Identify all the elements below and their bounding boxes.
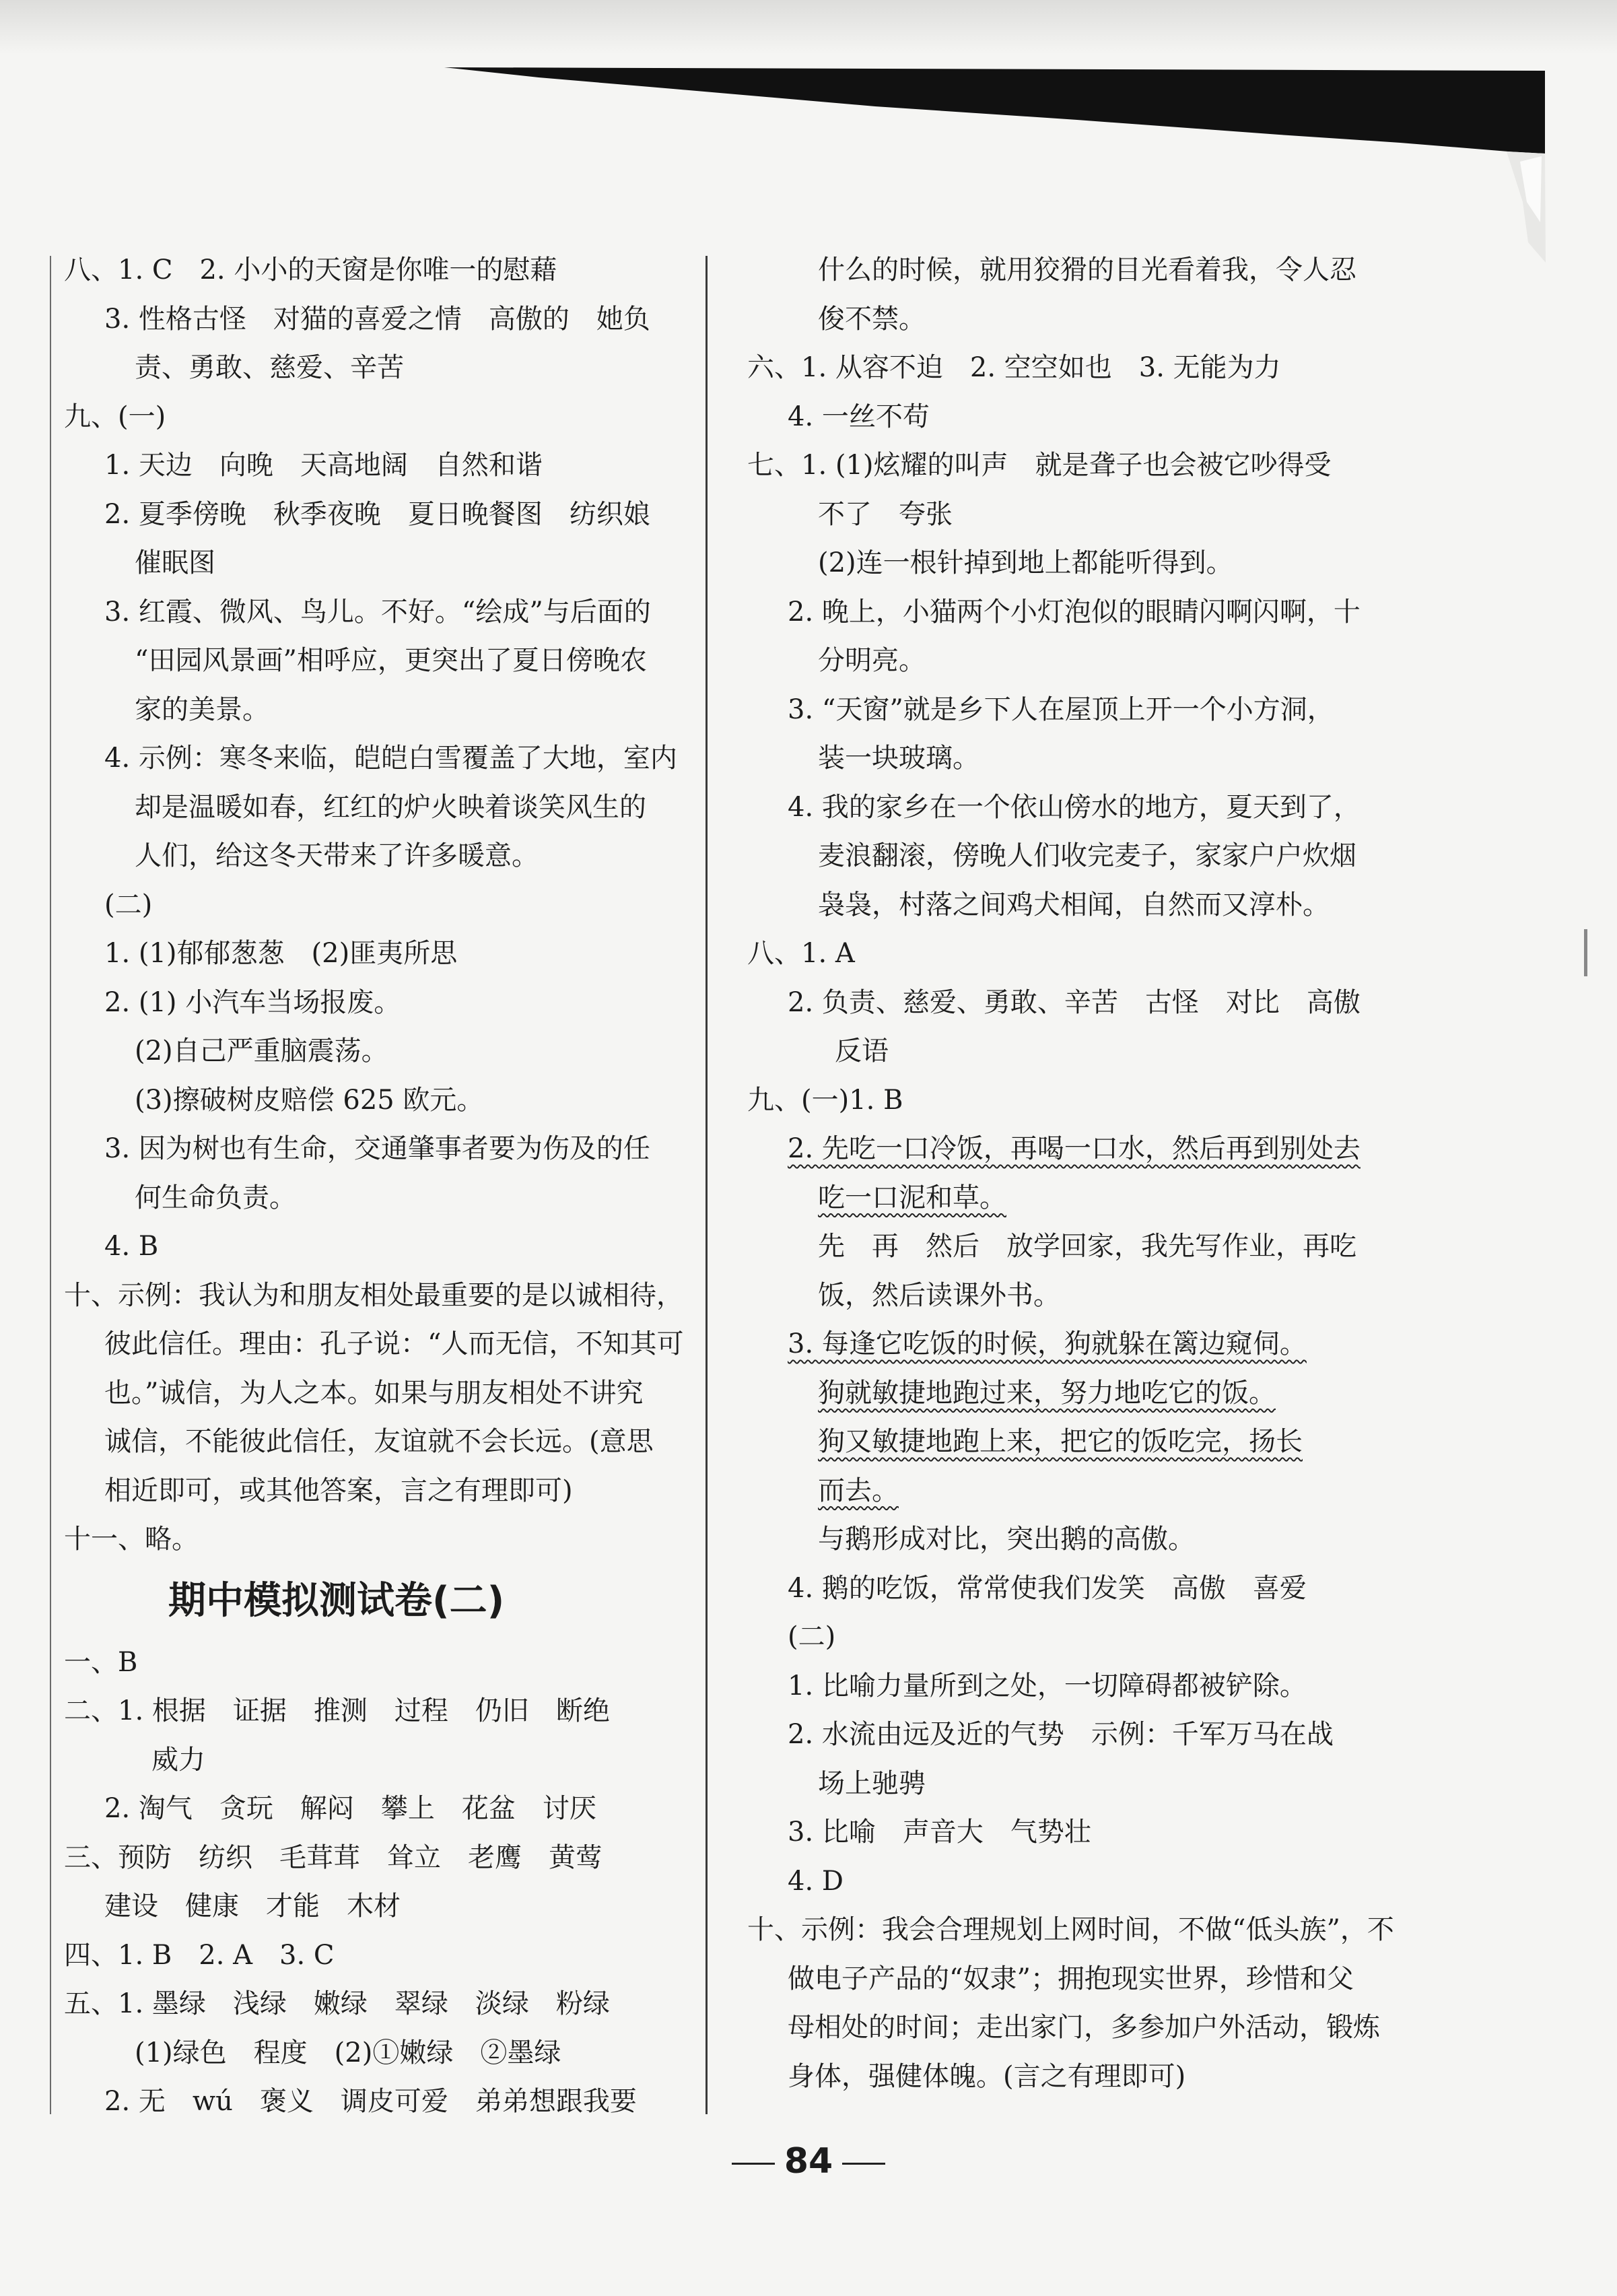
answer-line: 也。”诚信，为人之本。如果与朋友相处不讲究 bbox=[104, 1377, 644, 1409]
answer-line: 十、示例：我会合理规划上网时间，不做“低头族”，不 bbox=[747, 1914, 1394, 1945]
answer-line: 不了 夸张 bbox=[818, 498, 953, 530]
answer-line: 身体，强健体魄。(言之有理即可) bbox=[788, 2060, 1186, 2092]
answer-line: 诚信，不能彼此信任，友谊就不会长远。(意思 bbox=[104, 1426, 654, 1457]
answer-line: 一、B bbox=[64, 1646, 138, 1678]
answer-line: 九、(一) bbox=[64, 401, 166, 432]
answer-line: 什么的时候，就用狡猾的目光看着我，令人忍 bbox=[818, 255, 1356, 285]
answer-line: 九、(一)1. B bbox=[747, 1084, 903, 1116]
answer-line: 何生命负责。 bbox=[135, 1182, 296, 1213]
answer-line: 饭，然后读课外书。 bbox=[818, 1279, 1060, 1311]
answer-line: (二) bbox=[104, 889, 153, 920]
answer-line: 袅袅，村落之间鸡犬相闻，自然而又淳朴。 bbox=[818, 889, 1330, 920]
answer-line: 却是温暖如春，红红的炉火映着谈笑风生的 bbox=[135, 791, 646, 823]
answer-line: 五、1. 墨绿 浅绿 嫩绿 翠绿 淡绿 粉绿 bbox=[64, 1988, 610, 2019]
answer-line: 4. 一丝不苟 bbox=[788, 401, 930, 432]
answer-line: (2)自己严重脑震荡。 bbox=[135, 1036, 388, 1067]
answer-line: 俊不禁。 bbox=[818, 303, 926, 335]
answer-line: 场上驰骋 bbox=[818, 1767, 926, 1799]
section-title: 期中模拟测试卷(二) bbox=[168, 1578, 505, 1623]
answer-line: “田园风景画”相呼应，更突出了夏日傍晚农 bbox=[135, 645, 647, 676]
answer-line: 3. “天窗”就是乡下人在屋顶上开一个小方洞， bbox=[788, 694, 1334, 725]
answer-line: 1. 天边 向晚 天高地阔 自然和谐 bbox=[104, 450, 543, 481]
answer-line: 装一块玻璃。 bbox=[818, 743, 979, 774]
answer-line: 彼此信任。理由：孔子说：“人而无信，不知其可 bbox=[104, 1328, 684, 1359]
answer-line: 责、勇敢、慈爱、辛苦 bbox=[135, 352, 404, 383]
answer-line: 4. D bbox=[788, 1865, 844, 1897]
answer-line: 狗就敏捷地跑过来，努力地吃它的饭。 bbox=[818, 1377, 1276, 1409]
right-margin-mark bbox=[1584, 929, 1587, 976]
answer-line: 六、1. 从容不迫 2. 空空如也 3. 无能为力 bbox=[747, 352, 1281, 383]
answer-line: 2. 无 wú 褒义 调皮可爱 弟弟想跟我要 bbox=[104, 2086, 637, 2117]
answer-line: 2. 负责、慈爱、勇敢、辛苦 古怪 对比 高傲 bbox=[788, 986, 1361, 1018]
answer-line: 十一、略。 bbox=[64, 1524, 199, 1555]
page-number-dash-left bbox=[732, 2163, 775, 2165]
answer-line: 八、1. C 2. 小小的天窗是你唯一的慰藉 bbox=[64, 255, 557, 285]
answer-line: 三、预防 纺织 毛茸茸 耸立 老鹰 黄莺 bbox=[64, 1842, 603, 1873]
answer-line: 3. 红霞、微风、鸟儿。不好。“绘成”与后面的 bbox=[104, 596, 651, 628]
column-divider bbox=[706, 256, 708, 2114]
answer-line: 4. B bbox=[104, 1231, 159, 1262]
answer-line: 分明亮。 bbox=[818, 645, 926, 676]
answer-line: 3. 比喻 声音大 气势壮 bbox=[788, 1817, 1091, 1848]
answer-line: 3. 性格古怪 对猫的喜爱之情 高傲的 她负 bbox=[104, 303, 650, 335]
answer-line: 2. (1) 小汽车当场报废。 bbox=[104, 986, 401, 1018]
answer-line: 吃一口泥和草。 bbox=[818, 1182, 1006, 1213]
answer-line: 母相处的时间；走出家门，多参加户外活动，锻炼 bbox=[788, 2012, 1380, 2043]
answer-line: 先 再 然后 放学回家，我先写作业，再吃 bbox=[818, 1231, 1356, 1262]
answer-line: 狗又敏捷地跑上来，把它的饭吃完，扬长 bbox=[818, 1426, 1303, 1457]
answer-line: 家的美景。 bbox=[135, 694, 269, 725]
answer-line: (3)擦破树皮赔偿 625 欧元。 bbox=[135, 1084, 484, 1116]
answer-line: (2)连一根针掉到地上都能听得到。 bbox=[818, 547, 1233, 578]
page-number-value: 84 bbox=[784, 2141, 833, 2182]
answer-line: 4. 鹅的吃饭，常常使我们发笑 高傲 喜爱 bbox=[788, 1572, 1307, 1604]
answer-line: 1. 比喻力量所到之处，一切障碍都被铲除。 bbox=[788, 1670, 1307, 1701]
answer-line: 七、1. (1)炫耀的叫声 就是聋子也会被它吵得受 bbox=[747, 450, 1332, 481]
answer-line: 做电子产品的“奴隶”；拥抱现实世界，珍惜和父 bbox=[788, 1963, 1354, 1994]
answer-line: 2. 夏季傍晚 秋季夜晚 夏日晚餐图 纺织娘 bbox=[104, 498, 650, 530]
answer-line: 与鹅形成对比，突出鹅的高傲。 bbox=[818, 1524, 1195, 1555]
answer-line: 四、1. B 2. A 3. C bbox=[64, 1939, 335, 1971]
answer-line: 2. 淘气 贪玩 解闷 攀上 花盆 讨厌 bbox=[104, 1793, 596, 1824]
answer-line: 2. 晚上，小猫两个小灯泡似的眼睛闪啊闪啊，十 bbox=[788, 596, 1361, 628]
page-number bbox=[0, 2141, 1617, 2182]
answer-line: 建设 健康 才能 木材 bbox=[104, 1891, 401, 1922]
answer-line: 4. 我的家乡在一个依山傍水的地方，夏天到了， bbox=[788, 791, 1361, 823]
answer-line: 麦浪翻滚，傍晚人们收完麦子，家家户户炊烟 bbox=[818, 840, 1356, 871]
left-answer-column bbox=[64, 246, 684, 2126]
answer-line: 二、1. 根据 证据 推测 过程 仍旧 断绝 bbox=[64, 1695, 610, 1726]
answer-line: (1)绿色 程度 (2)①嫩绿 ②墨绿 bbox=[135, 2037, 561, 2068]
answer-line: 3. 每逢它吃饭的时候，狗就躲在篱边窥伺。 bbox=[788, 1328, 1307, 1359]
answer-line: 相近即可，或其他答案，言之有理即可) bbox=[104, 1475, 573, 1506]
left-margin-line bbox=[50, 256, 51, 2114]
answer-line: 2. 先吃一口冷饭，再喝一口水，然后再到别处去 bbox=[788, 1133, 1361, 1164]
answer-line: 3. 因为树也有生命，交通肇事者要为伤及的任 bbox=[104, 1133, 650, 1164]
answer-line: 1. (1)郁郁葱葱 (2)匪夷所思 bbox=[104, 938, 458, 969]
answer-line: 反语 bbox=[835, 1036, 889, 1067]
answer-line: 2. 水流由远及近的气势 示例：千军万马在战 bbox=[788, 1719, 1334, 1750]
torn-page-edge bbox=[0, 0, 1617, 269]
answer-line: 而去。 bbox=[818, 1475, 899, 1506]
answer-line: 威力 bbox=[151, 1744, 205, 1776]
answer-line: 催眠图 bbox=[135, 547, 215, 578]
right-answer-column bbox=[747, 246, 1394, 2101]
answer-line: 十、示例：我认为和朋友相处最重要的是以诚相待， bbox=[64, 1279, 683, 1311]
answer-line: 人们，给这冬天带来了许多暖意。 bbox=[135, 840, 539, 871]
answer-line: (二) bbox=[788, 1621, 836, 1652]
page-number-dash-right bbox=[842, 2163, 885, 2165]
answer-line: 八、1. A bbox=[747, 938, 855, 969]
answer-line: 4. 示例：寒冬来临，皑皑白雪覆盖了大地，室内 bbox=[104, 743, 677, 774]
